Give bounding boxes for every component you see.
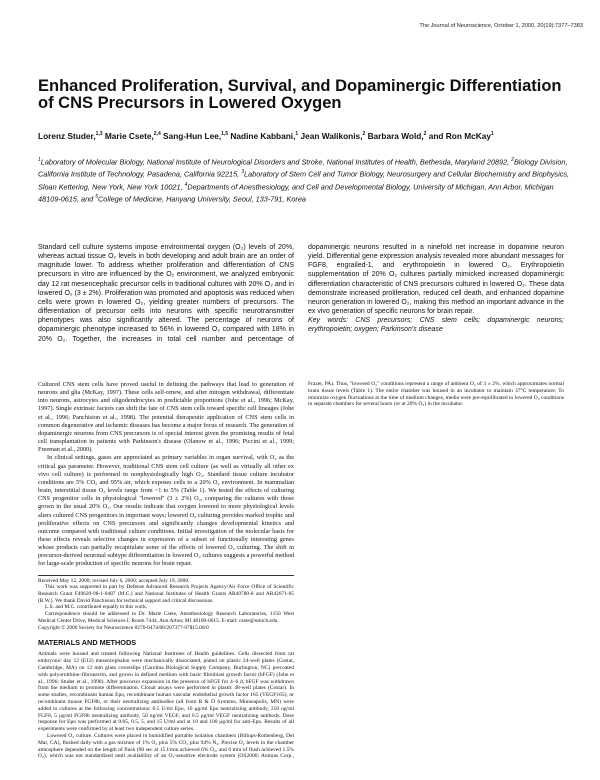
author-affiliation-mark: 1,5: [221, 131, 229, 137]
affiliation-text: Departments of Anesthesiology, and Cell and Developmental Biology, University of Michigan, Ann Arbor, Michigan 48109-0615, and: [38, 182, 554, 204]
affiliation-mark: 5: [95, 194, 98, 201]
affiliation-mark: 2: [511, 157, 514, 163]
author-name: Nadine Kabbani,: [230, 130, 296, 141]
keywords: Key words: CNS precursors; CNS stem cells; dopaminergic neurons; erythropoietin; oxygen; Parkinson's disease: [308, 317, 564, 334]
affiliation-text: College of Medicine, Hanyang University, Seoul, 133-791, Korea: [98, 194, 306, 204]
author-affiliation-mark: 1,3: [95, 131, 103, 137]
intro-paragraph: Cultured CNS stem cells have proved useful in defining the pathways that lead to generation of neurons and glia (McKay, 1997). These cells self-renew, and after mitogen withdrawal, differentiate into neurons, astrocytes and oligodendrocytes in predictable proportions (Johe et al., 1996; McKay, 1997). Single extrinsic factors can shift the fate of CNS stem cells toward specific cell lineages (Johe et al., 1996; Panchision et al., 1998). The potential therapeutic application of CNS stem cells in common degenerative and ischemic diseases has become a major focus of research. The generation of dopaminergic neurons from CNS precursors is of special interest given the promising results of fetal cell transplantation in patients with Parkinson's disease (Olanow et al., 1996; Piccini et al., 1999; Freeman et al., 2000).: [38, 381, 294, 454]
affiliation-mark: 1: [38, 157, 41, 163]
author-name: Lorenz Studer,: [38, 130, 96, 141]
affiliation-text: Laboratory of Molecular Biology, National Institute of Neurological Disorders and Stroke, National Institutes of Health, Bethesda, Maryland 20892,: [40, 157, 512, 167]
author-affiliation-mark: 2: [423, 131, 427, 137]
section-heading: MATERIALS AND METHODS: [38, 638, 137, 648]
affiliation-text: Biology Division, California Institute of Technology, Pasadena, California 92215,: [38, 157, 568, 179]
author-affiliation-mark: 2,4: [153, 131, 161, 137]
body-columns: [38, 381, 564, 766]
author-name: Jean Walikonis,: [300, 130, 363, 141]
footnote: L.S. and M.C. contributed equally to this work.: [45, 604, 148, 611]
abstract: [38, 243, 564, 344]
footnote: Received May 12, 2000; revised July 6, 2000; accepted July 19, 2000.: [38, 577, 190, 584]
methods-paragraph: Lowered O₂ culture. Cultures were placed in humidified portable isolation chambers (Billups-Rothenberg, Del Mar, CA), flushed daily with a gas mixture of 1% O₂ plus 5% CO₂ plus 94% N₂. Precise O₂ levels in the chamber atmosphere depended on the length of flush (90 sec at 15 l/min achieved 6% O₂, and 6 min of flush achieved 1.5% O₂), which was not standardized until availability of an O₂-sensitive electrode system (OS2000; Animas Corp., Frazer, PA). Thus, "lowered O₂" conditions represent a range of ambient O₂ of 3 ± 2%, which approximates normal brain tissue levels (Table 1). The entire chamber was housed in an incubator to maintain 37°C temperature. To minimize oxygen fluctuations at the time of medium changes, media were pre-equilibrated to lowered O₂ conditions in separate chambers for several hours (or at 20% O₂) in the incubator.: [38, 381, 564, 760]
footnote: Correspondence should be addressed to Dr. Marie Csete, Anesthesiology Research Laboratories, 1150 West Medical Center Drive, Medical Sciences I, Room 7444, Ann Arbor, MI 48109-0615. E-mail: csete@umich.edu.: [38, 611, 294, 624]
author-name: and Ron McKay: [428, 130, 491, 141]
author-affiliation-mark: 1: [491, 131, 494, 137]
methods-paragraph: Animals were housed and treated following National Institutes of Health guidelines. Cells dissected from rat embryonic day 12 (E12) mesencephalon were mechanically dissociated, plated on plastic 24-well plates (Costar, Cambridge, MA) on 12 mm glass coverslips (Carolina Biological Supply Company, Burlington, NC) precoated with polyornithine–fibronectin, and grown in defined medium with basic fibroblast growth factor (bFGF) (Johe et al., 1996; Studer et al., 1998). After precursor expansion in the presence of bFGF for 4–6 d, bFGF was withdrawn from the medium to promote differentiation. Clonal assays were performed in plastic 48-well plates (Costar). In some studies, recombinant human Epo, recombinant human vascular endothelial growth factor 165 (VEGF165), or recombinant mouse FGF8b, or their neutralizing antibodies (all from R & D Systems, Minneapolis, MN) were added to cultures at the following concentrations: 0.5 U/ml Epo, 10 μg/ml Epo neutralizing antibody, 250 ng/ml FGF8, 5 μg/ml FGF8b neutralizing antibody, 50 ng/ml VEGF, and 0.5 μg/ml VEGF neutralizing antibody. Dose response for Epo was performed at 0.05, 0.5, 5, and 15 U/ml and at 10 and 100 μg/ml for anti-Epo. Results of all experiments were confirmed by at least two independent culture series.: [38, 651, 294, 733]
affiliation-text: Laboratory of Stem Cell and Tumor Biology, Neurosurgery and Cellular Biochemistry and Biophysics, Sloan Kettering, New York, New York 10021,: [38, 169, 570, 192]
author-name: Sang-Hun Lee,: [163, 130, 222, 141]
affiliations: [38, 155, 578, 205]
affiliation-mark: 3: [241, 169, 245, 176]
author-affiliation-mark: 2: [362, 131, 366, 137]
footnote: Copyright © 2000 Society for Neuroscience 0270-6474/00/207377-07$15.00/0: [38, 624, 209, 631]
footnotes: [38, 575, 294, 632]
author-list: [38, 129, 578, 141]
article-title: Enhanced Proliferation, Survival, and Dopaminergic Differentiation of CNS Precursors in Lowered Oxygen: [38, 77, 562, 112]
author-name: Barbara Wold,: [367, 130, 424, 141]
intro-paragraph: In clinical settings, gases are appreciated as primary variables in organ survival, with O₂ as the critical gas parameter. However, traditional CNS stem cell culture (as well as virtually all other ex vivo cell culture) is performed in nonphysiologically high O₂. Standard tissue culture incubator conditions are 5% CO₂ and 95% air, which exposes cells to a 20% O₂ environment. In mammalian brain, interstitial tissue O₂ levels range from ~1 to 5% (Table 1). We tested the effects of culturing CNS progenitor cells in physiological "lowered" (3 ± 2%) O₂, comparing the cultures with those grown in the usual 20% O₂. Our results indicate that oxygen lowered to more physiological levels alters cultured CNS progenitors in important ways; lowered O₂ culturing provides marked trophic and proliferative effects on CNS precursors and significantly changes developmental kinetics and outcome compared with traditional culture conditions. Initial investigation of the molecular basis for these effects reveals selective changes in expression of a subset of functionally interesting genes whose products can partially recapitulate some of the effects of lowered O₂ culturing. The shift in precursor-derived neuronal subtype differentiation in lowered O₂ cultures suggests a powerful method for large-scale production of specific neurons for brain repair.: [38, 454, 294, 568]
footnote: This work was supported in part by Defense Advanced Research Projects Agency/Air Force Office of Scientific Research Grant F49620-98-1-0487 (M.C.) and National Institutes of Health Grants AR40780-8 and AR42671-05 (B.W.). We thank David Panchision for technical support and critical discussions.: [38, 584, 294, 604]
author-name: Marie Csete,: [104, 130, 154, 141]
affiliation-mark: 4: [184, 181, 188, 188]
journal-header: The Journal of Neuroscience, October 1, 2000, 20(19):7377–7383: [419, 23, 583, 29]
abstract-text: Standard cell culture systems impose environmental oxygen (O₂) levels of 20%, whereas actual tissue O₂ levels in both developing and adult brain are an order of magnitude lower. To address whether proliferation and differentiation of CNS precursors in vitro are influenced by the O₂ environment, we analyzed embryonic day 12 rat mesencephalic precursor cells in traditional cultures with 20% O₂ and in lowered O₂ (3 ± 2%). Proliferation was promoted and apoptosis was reduced when cells were grown in lowered O₂, yielding greater numbers of precursors. The differentiation of precursor cells into neurons with specific neurotransmitter phenotypes was also significantly altered. The percentage of neurons of dopaminergic phenotype increased to 56% in lowered O₂ compared with 18% in 20% O₂. Together, the increases in total cell number and percentage of dopaminergic neurons resulted in a ninefold net increase in dopamine neuron yield. Differential gene expression analysis revealed more abundant messages for FGF8, engrailed-1, and erythropoietin in lowered O₂. Erythropoietin supplementation of 20% O₂ cultures partially mimicked increased dopaminergic differentiation characteristic of CNS precursors cultured in lowered O₂. These data demonstrate increased proliferation, reduced cell death, and enhanced dopamine neuron generation in lowered O₂, making this method an important advance in the ex vivo generation of specific neurons for brain repair.: [38, 244, 564, 343]
author-affiliation-mark: 1: [295, 131, 299, 137]
